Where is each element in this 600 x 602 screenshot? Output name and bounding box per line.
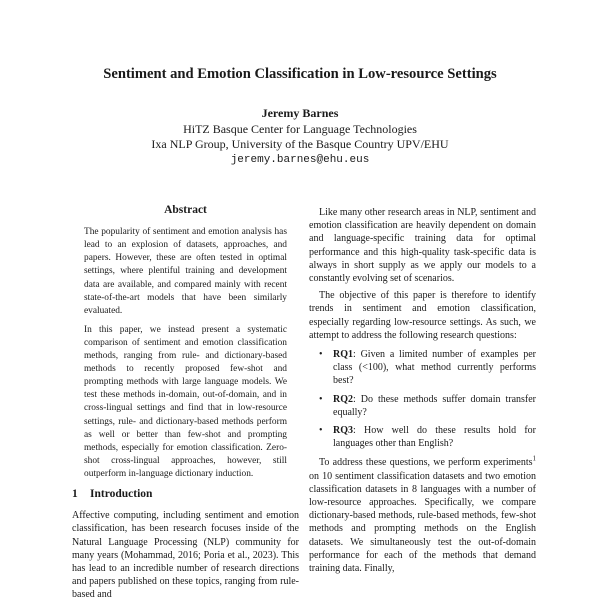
author-name: Jeremy Barnes	[261, 106, 339, 120]
research-questions-list	[309, 348, 536, 450]
bullet-icon: •	[319, 393, 323, 405]
abstract-paragraph-1: The popularity of sentiment and emotion analysis has lead to an explosion of datasets, approaches, and papers. However, these are often tested in optimal settings, where plentiful training and development data are available, and compared mainly with recent state-of-the-art models that have been similarly evaluated.	[84, 227, 287, 316]
research-question-item	[319, 348, 536, 388]
author-email[interactable]: jeremy.barnes@ehu.eus	[230, 153, 370, 166]
right-column	[309, 206, 536, 579]
right-paragraph-3-start: To address these questions, we perform experiments	[319, 457, 533, 469]
section-heading-introduction	[72, 488, 299, 501]
right-paragraph-1: Like many other research areas in NLP, sentiment and emotion classification are heavily dependent on domain and language-specific training data for optimal performance and this high-quality task-specific data is always in short supply as we apply our models to a constantly evolving set of scenarios.	[309, 207, 536, 285]
intro-paragraph-1: Affective computing, including sentiment and emotion classification, has been research focuses inside of the Natural Language Processing (NLP) community for many years (Mohammad, 2016; Poria et al., 2023). This has lead to an incredible number of research directions and papers published on these topics, ranging from rule-based and	[72, 510, 299, 601]
rq-text: : How well do these results hold for languages other than English?	[333, 425, 536, 450]
right-paragraph-3-rest: on 10 sentiment classification datasets and two emotion classification datasets in 8 languages with a number of low-resource approaches. Specifically, we compare dictionary-based methods, rule-based methods, few-shot methods and prompting methods on the English datasets. We simultaneously test the out-of-domain performance for each of the methods that demand training data. Finally,	[309, 470, 536, 575]
footnote-marker[interactable]: 1	[532, 455, 536, 464]
research-question-item	[319, 393, 536, 419]
author-affiliation-2: Ixa NLP Group, University of the Basque Country UPV/EHU	[151, 137, 449, 151]
right-paragraph-2: The objective of this paper is therefore to identify trends in sentiment and emotion classification, especially regarding low-resource settings. As such, we attempt to address the following research questions:	[309, 290, 536, 341]
bullet-icon: •	[319, 425, 323, 437]
paper-title: Sentiment and Emotion Classification in Low-resource Settings	[103, 66, 497, 82]
rq-text: : Given a limited number of examples per class (<100), what method currently performs best?	[333, 349, 536, 387]
rq-text: : Do these methods suffer domain transfer equally?	[333, 393, 536, 418]
section-title: Introduction	[90, 487, 153, 500]
right-paragraph-3	[309, 456, 536, 575]
abstract-heading: Abstract	[164, 204, 207, 216]
author-block	[0, 106, 600, 168]
rq-label: RQ3	[333, 425, 353, 437]
rq-label: RQ2	[333, 393, 353, 405]
section-number: 1	[72, 487, 78, 500]
research-question-item	[319, 424, 536, 450]
rq-label: RQ1	[333, 349, 353, 361]
left-column	[72, 204, 299, 602]
bullet-icon: •	[319, 349, 323, 361]
abstract-paragraph-2: In this paper, we instead present a systematic comparison of sentiment and emotion classification methods, ranging from rule- and dictionary-based methods to recently proposed few-shot and prompting methods with large language models. We test these methods in-domain, out-of-domain, and in cross-lingual settings and find that in low-resource settings, rule- and dictionary-based methods perform as well or better than few-shot and prompting methods, especially for emotion classification. Zero-shot cross-lingual approaches, however, still outperform in-language dictionary induction.	[84, 324, 287, 479]
author-affiliation-1: HiTZ Basque Center for Language Technologies	[183, 121, 417, 136]
abstract-body	[84, 226, 287, 481]
